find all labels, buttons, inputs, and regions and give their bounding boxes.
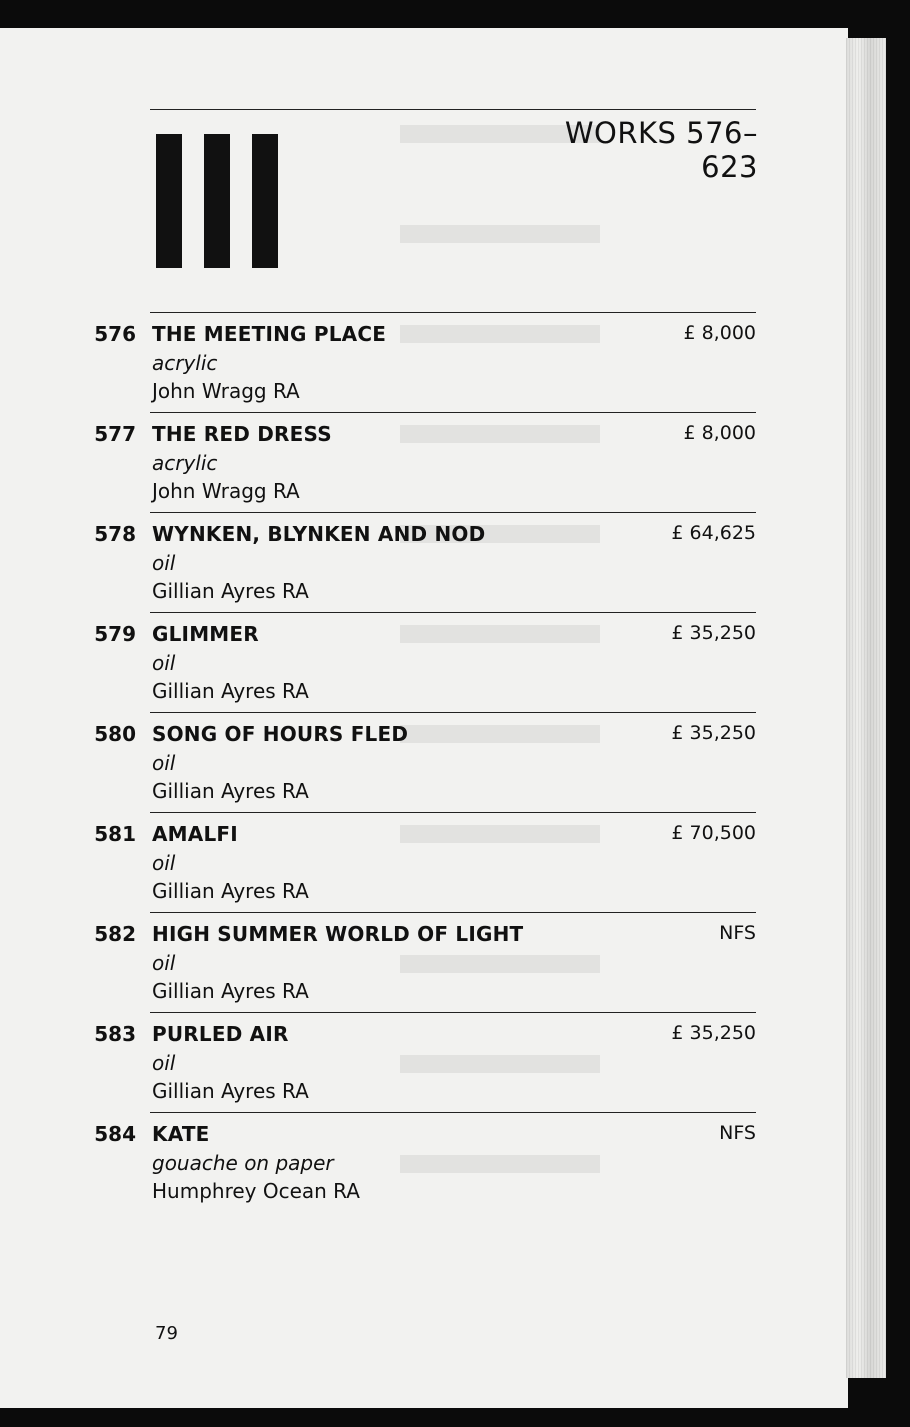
entry-artist: Gillian Ayres RA bbox=[152, 979, 309, 1003]
entry-number: 580 bbox=[94, 722, 136, 746]
entry-number: 577 bbox=[94, 422, 136, 446]
entry-artist: Humphrey Ocean RA bbox=[152, 1179, 360, 1203]
entry-medium: oil bbox=[152, 1051, 176, 1075]
catalogue-entry bbox=[0, 818, 800, 918]
entry-title: KATE bbox=[152, 1122, 210, 1146]
entry-title: AMALFI bbox=[152, 822, 238, 846]
entry-medium: oil bbox=[152, 651, 176, 675]
entry-title: THE RED DRESS bbox=[152, 422, 332, 446]
entry-price: £ 8,000 bbox=[683, 322, 756, 344]
entry-number: 579 bbox=[94, 622, 136, 646]
section-title: WORKS 576–623 bbox=[564, 116, 758, 184]
entry-medium: oil bbox=[152, 751, 176, 775]
entry-price: NFS bbox=[719, 922, 756, 944]
page-number: 79 bbox=[155, 1323, 178, 1344]
entry-price: £ 35,250 bbox=[671, 1022, 756, 1044]
entry-medium: gouache on paper bbox=[152, 1151, 334, 1175]
entry-artist: Gillian Ayres RA bbox=[152, 779, 309, 803]
entry-price: £ 35,250 bbox=[671, 722, 756, 744]
entry-price: £ 35,250 bbox=[671, 622, 756, 644]
entry-title: THE MEETING PLACE bbox=[152, 322, 387, 346]
entry-medium: oil bbox=[152, 951, 176, 975]
entry-medium: oil bbox=[152, 851, 176, 875]
catalogue-entry bbox=[0, 518, 800, 618]
entry-title: SONG OF HOURS FLED bbox=[152, 722, 409, 746]
entry-number: 584 bbox=[94, 1122, 136, 1146]
top-rule bbox=[150, 109, 756, 110]
catalogue-entry bbox=[0, 618, 800, 718]
entry-price: NFS bbox=[719, 1122, 756, 1144]
entry-artist: Gillian Ayres RA bbox=[152, 579, 309, 603]
entry-number: 582 bbox=[94, 922, 136, 946]
entry-number: 583 bbox=[94, 1022, 136, 1046]
entry-artist: Gillian Ayres RA bbox=[152, 879, 309, 903]
catalogue-entry bbox=[0, 318, 800, 418]
catalogue-entry bbox=[0, 718, 800, 818]
entry-title: GLIMMER bbox=[152, 622, 259, 646]
entry-artist: John Wragg RA bbox=[152, 479, 300, 503]
entry-number: 576 bbox=[94, 322, 136, 346]
page-edge bbox=[846, 38, 886, 1378]
catalogue-entry bbox=[0, 1018, 800, 1118]
entry-artist: John Wragg RA bbox=[152, 379, 300, 403]
entry-price: £ 8,000 bbox=[683, 422, 756, 444]
entry-title: PURLED AIR bbox=[152, 1022, 289, 1046]
entry-medium: acrylic bbox=[152, 451, 218, 475]
entry-title: WYNKEN, BLYNKEN AND NOD bbox=[152, 522, 486, 546]
entry-number: 578 bbox=[94, 522, 136, 546]
entry-price: £ 64,625 bbox=[671, 522, 756, 544]
entry-artist: Gillian Ayres RA bbox=[152, 1079, 309, 1103]
entry-divider bbox=[150, 312, 756, 313]
entry-number: 581 bbox=[94, 822, 136, 846]
entry-title: HIGH SUMMER WORLD OF LIGHT bbox=[152, 922, 524, 946]
entry-artist: Gillian Ayres RA bbox=[152, 679, 309, 703]
entry-medium: oil bbox=[152, 551, 176, 575]
catalogue-entry bbox=[0, 1118, 800, 1218]
catalogue-entry bbox=[0, 418, 800, 518]
entry-price: £ 70,500 bbox=[671, 822, 756, 844]
entry-medium: acrylic bbox=[152, 351, 218, 375]
catalogue-entry bbox=[0, 918, 800, 1018]
